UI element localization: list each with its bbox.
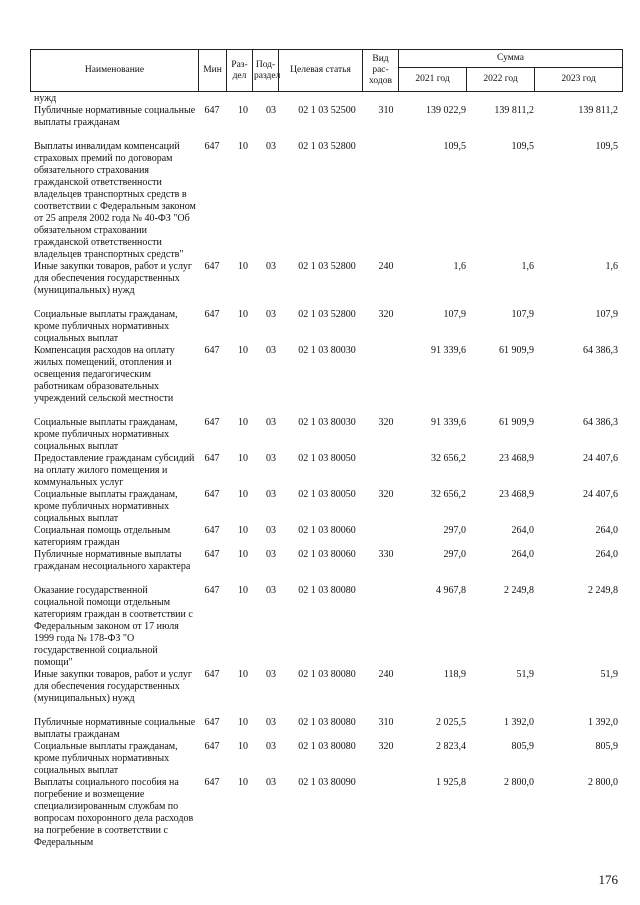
- row-expense-type: 320: [378, 741, 394, 752]
- row-sum-2021: 2 823,4: [436, 741, 466, 752]
- row-sum-2023: 2 800,0: [588, 777, 618, 788]
- row-target-article: 02 1 03 52800: [298, 141, 356, 152]
- row-section: 10: [238, 741, 248, 752]
- row-sum-2021: 32 656,2: [431, 453, 466, 464]
- row-sum-2023: 2 249,8: [588, 585, 618, 596]
- row-sum-2021: 1,6: [453, 261, 466, 272]
- row-name: Социальные выплаты гражданам, кроме публичных нормативных социальных выплат: [34, 309, 178, 344]
- row-section: 10: [238, 669, 248, 680]
- row-sum-2023: 264,0: [595, 525, 618, 536]
- header-podrazdel: Под-раздел: [253, 50, 279, 92]
- row-section: 10: [238, 489, 248, 500]
- row-section: 10: [238, 417, 248, 428]
- row-target-article: 02 1 03 80080: [298, 585, 356, 596]
- row-subsection: 03: [266, 309, 276, 320]
- row-sum-2021: 32 656,2: [431, 489, 466, 500]
- row-section: 10: [238, 453, 248, 464]
- row-expense-type: 320: [378, 417, 394, 428]
- table-row: [30, 345, 622, 417]
- row-target-article: 02 1 03 52800: [298, 309, 356, 320]
- row-subsection: 03: [266, 141, 276, 152]
- table-row: [30, 777, 622, 861]
- row-section: 10: [238, 549, 248, 560]
- page-number: 176: [598, 872, 618, 887]
- row-sum-2022: 23 468,9: [499, 489, 534, 500]
- row-name: нужд: [34, 93, 57, 104]
- row-target-article: 02 1 03 80060: [298, 549, 356, 560]
- row-sum-2021: 2 025,5: [436, 717, 466, 728]
- header-2022: 2022 год: [467, 68, 535, 92]
- table-row: [30, 489, 622, 525]
- row-name: Оказание государственной социальной помощи отдельным категориям граждан в соответствии с Федеральным законом от 17 июля 1999 года № 178-ФЗ "О государственной социальной помощи": [34, 585, 193, 668]
- row-subsection: 03: [266, 417, 276, 428]
- row-subsection: 03: [266, 549, 276, 560]
- row-ministry: 647: [204, 777, 220, 788]
- row-section: 10: [238, 105, 248, 116]
- row-name: Выплаты социального пособия на погребение и возмещение специализированным службам по вопросам похоронного дела расходов на погребение в соответствии с Федеральным: [34, 777, 194, 848]
- row-section: 10: [238, 525, 248, 536]
- row-name: Социальные выплаты гражданам, кроме публичных нормативных социальных выплат: [34, 741, 178, 776]
- row-section: 10: [238, 585, 248, 596]
- row-ministry: 647: [204, 309, 220, 320]
- row-ministry: 647: [204, 105, 220, 116]
- row-sum-2023: 805,9: [595, 741, 618, 752]
- table-row: [30, 549, 622, 585]
- header-summa: Сумма: [399, 50, 623, 68]
- header-razdel: Раз-дел: [227, 50, 253, 92]
- row-sum-2023: 64 386,3: [583, 345, 618, 356]
- row-ministry: 647: [204, 525, 220, 536]
- row-sum-2021: 4 967,8: [436, 585, 466, 596]
- row-section: 10: [238, 141, 248, 152]
- row-expense-type: 240: [378, 669, 394, 680]
- header-min: Мин: [199, 50, 227, 92]
- row-sum-2023: 24 407,6: [583, 489, 618, 500]
- row-sum-2022: 61 909,9: [499, 345, 534, 356]
- row-sum-2021: 118,9: [443, 669, 466, 680]
- row-sum-2021: 91 339,6: [431, 345, 466, 356]
- table-row: [30, 741, 622, 777]
- table-body: [30, 93, 622, 861]
- row-expense-type: 240: [378, 261, 394, 272]
- row-sum-2023: 64 386,3: [583, 417, 618, 428]
- row-sum-2022: 61 909,9: [499, 417, 534, 428]
- table-row: [30, 309, 622, 345]
- row-name: Социальная помощь отдельным категориям граждан: [34, 525, 171, 548]
- row-subsection: 03: [266, 261, 276, 272]
- table-row: [30, 453, 622, 489]
- row-target-article: 02 1 03 80030: [298, 417, 356, 428]
- row-sum-2023: 264,0: [595, 549, 618, 560]
- row-sum-2021: 91 339,6: [431, 417, 466, 428]
- row-sum-2022: 264,0: [511, 525, 534, 536]
- header-vid: Вид рас-ходов: [363, 50, 399, 92]
- row-subsection: 03: [266, 669, 276, 680]
- row-name: Компенсация расходов на оплату жилых помещений, отопления и освещения педагогическим работникам образовательных учреждений сельской местности: [34, 345, 175, 404]
- row-name: Выплаты инвалидам компенсаций страховых премий по договорам обязательного страхования гражданской ответственности владельцев транспортных средств в соответствии с Федеральным законом от 25 апреля 2002 года № 40-ФЗ "Об обязательном страховании гражданской ответственности владельцев транспортных средств": [34, 141, 196, 260]
- row-subsection: 03: [266, 525, 276, 536]
- row-sum-2023: 107,9: [595, 309, 618, 320]
- row-target-article: 02 1 03 80030: [298, 345, 356, 356]
- row-target-article: 02 1 03 52500: [298, 105, 356, 116]
- row-sum-2021: 139 022,9: [426, 105, 466, 116]
- header-target: Целевая статья: [279, 50, 363, 92]
- row-subsection: 03: [266, 453, 276, 464]
- table-row: [30, 417, 622, 453]
- row-ministry: 647: [204, 669, 220, 680]
- row-sum-2022: 139 811,2: [494, 105, 534, 116]
- row-ministry: 647: [204, 549, 220, 560]
- header-name: Наименование: [31, 50, 199, 92]
- table-row: [30, 261, 622, 309]
- row-sum-2023: 1 392,0: [588, 717, 618, 728]
- row-section: 10: [238, 345, 248, 356]
- row-section: 10: [238, 777, 248, 788]
- table-row: [30, 585, 622, 669]
- row-expense-type: 310: [378, 105, 394, 116]
- row-subsection: 03: [266, 345, 276, 356]
- row-sum-2022: 2 249,8: [504, 585, 534, 596]
- row-sum-2023: 109,5: [595, 141, 618, 152]
- row-name: Социальные выплаты гражданам, кроме публичных нормативных социальных выплат: [34, 489, 178, 524]
- row-section: 10: [238, 309, 248, 320]
- row-name: Публичные нормативные выплаты гражданам несоциального характера: [34, 549, 191, 572]
- row-sum-2021: 297,0: [443, 549, 466, 560]
- row-expense-type: 320: [378, 489, 394, 500]
- row-subsection: 03: [266, 585, 276, 596]
- row-sum-2022: 109,5: [511, 141, 534, 152]
- row-sum-2022: 264,0: [511, 549, 534, 560]
- row-target-article: 02 1 03 80080: [298, 717, 356, 728]
- row-name: Социальные выплаты гражданам, кроме публичных нормативных социальных выплат: [34, 417, 178, 452]
- row-subsection: 03: [266, 717, 276, 728]
- row-section: 10: [238, 717, 248, 728]
- row-sum-2022: 1,6: [521, 261, 534, 272]
- table-row: [30, 141, 622, 261]
- row-sum-2021: 297,0: [443, 525, 466, 536]
- row-name: Предоставление гражданам субсидий на оплату жилого помещения и коммунальных услуг: [34, 453, 195, 488]
- table-row: [30, 669, 622, 717]
- row-ministry: 647: [204, 141, 220, 152]
- row-sum-2021: 1 925,8: [436, 777, 466, 788]
- row-target-article: 02 1 03 52800: [298, 261, 356, 272]
- header-2023: 2023 год: [535, 68, 623, 92]
- row-subsection: 03: [266, 489, 276, 500]
- row-target-article: 02 1 03 80080: [298, 669, 356, 680]
- row-sum-2021: 109,5: [443, 141, 466, 152]
- table-row: [30, 717, 622, 741]
- row-subsection: 03: [266, 105, 276, 116]
- row-name: Публичные нормативные социальные выплаты гражданам: [34, 105, 196, 128]
- row-sum-2022: 107,9: [511, 309, 534, 320]
- row-sum-2023: 51,9: [600, 669, 618, 680]
- row-ministry: 647: [204, 489, 220, 500]
- row-expense-type: 330: [378, 549, 394, 560]
- row-name: Иные закупки товаров, работ и услуг для обеспечения государственных (муниципальных) нужд: [34, 261, 193, 296]
- row-ministry: 647: [204, 741, 220, 752]
- row-sum-2022: 1 392,0: [504, 717, 534, 728]
- row-target-article: 02 1 03 80050: [298, 489, 356, 500]
- row-sum-2022: 51,9: [516, 669, 534, 680]
- row-ministry: 647: [204, 417, 220, 428]
- row-sum-2021: 107,9: [443, 309, 466, 320]
- row-target-article: 02 1 03 80080: [298, 741, 356, 752]
- row-section: 10: [238, 261, 248, 272]
- row-expense-type: 310: [378, 717, 394, 728]
- table-row: [30, 93, 622, 105]
- row-expense-type: 320: [378, 309, 394, 320]
- row-ministry: 647: [204, 261, 220, 272]
- row-sum-2023: 139 811,2: [578, 105, 618, 116]
- table-row: [30, 525, 622, 549]
- row-target-article: 02 1 03 80050: [298, 453, 356, 464]
- row-name: Иные закупки товаров, работ и услуг для обеспечения государственных (муниципальных) нужд: [34, 669, 193, 704]
- row-sum-2022: 805,9: [511, 741, 534, 752]
- row-sum-2023: 24 407,6: [583, 453, 618, 464]
- row-sum-2022: 2 800,0: [504, 777, 534, 788]
- row-subsection: 03: [266, 741, 276, 752]
- table-row: [30, 105, 622, 141]
- table-header: [30, 49, 623, 92]
- row-sum-2022: 23 468,9: [499, 453, 534, 464]
- header-2021: 2021 год: [399, 68, 467, 92]
- row-subsection: 03: [266, 777, 276, 788]
- row-target-article: 02 1 03 80060: [298, 525, 356, 536]
- row-ministry: 647: [204, 585, 220, 596]
- row-ministry: 647: [204, 717, 220, 728]
- row-target-article: 02 1 03 80090: [298, 777, 356, 788]
- row-ministry: 647: [204, 345, 220, 356]
- row-ministry: 647: [204, 453, 220, 464]
- row-name: Публичные нормативные социальные выплаты гражданам: [34, 717, 196, 740]
- row-sum-2023: 1,6: [605, 261, 618, 272]
